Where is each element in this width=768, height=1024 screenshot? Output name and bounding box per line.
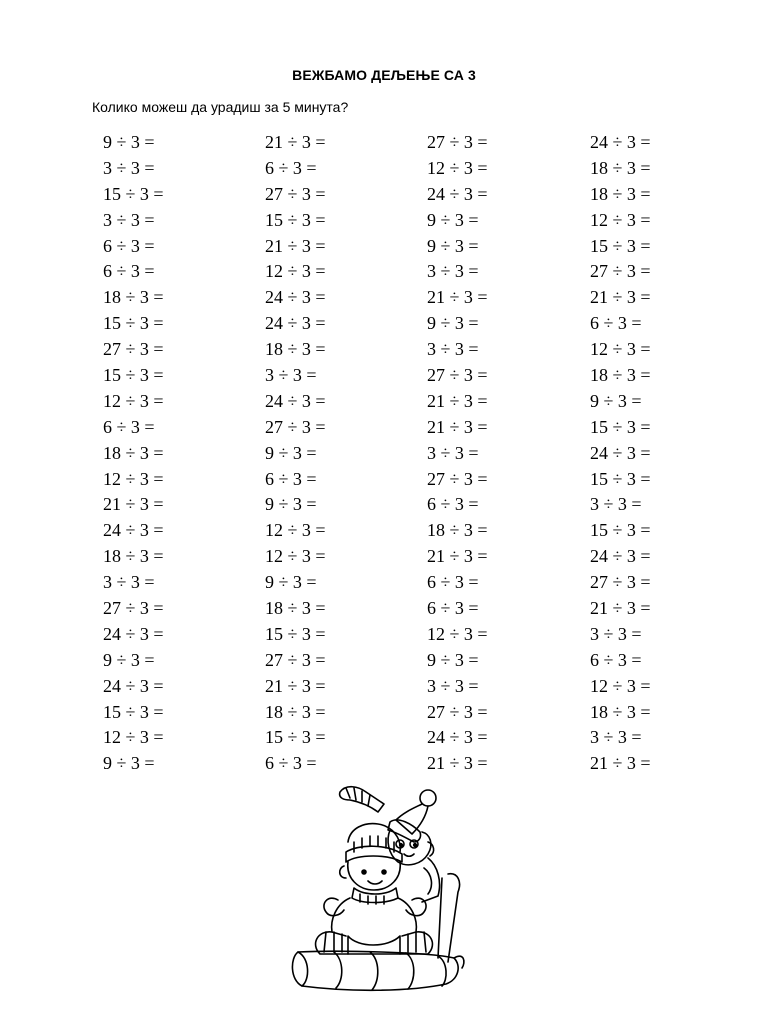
division-problem: 9 ÷ 3 = [265,494,317,515]
division-problem: 24 ÷ 3 = [103,675,164,696]
division-problem: 21 ÷ 3 = [427,546,488,567]
problem-column-2 [265,130,405,777]
division-problem: 12 ÷ 3 = [265,520,326,541]
division-problem: 18 ÷ 3 = [265,701,326,722]
division-problem: 15 ÷ 3 = [590,520,651,541]
division-problem: 12 ÷ 3 = [103,727,164,748]
division-problems-grid [103,130,703,780]
division-problem: 27 ÷ 3 = [590,572,651,593]
division-problem: 27 ÷ 3 = [265,416,326,437]
division-problem: 24 ÷ 3 = [265,287,326,308]
division-problem: 27 ÷ 3 = [427,468,488,489]
division-problem: 21 ÷ 3 = [427,416,488,437]
division-problem: 27 ÷ 3 = [265,183,326,204]
division-problem: 27 ÷ 3 = [427,365,488,386]
division-problem: 21 ÷ 3 = [103,494,164,515]
division-problem: 15 ÷ 3 = [103,313,164,334]
division-problem: 9 ÷ 3 = [265,442,317,463]
division-problem: 6 ÷ 3 = [265,753,317,774]
division-problem: 15 ÷ 3 = [590,235,651,256]
division-problem: 24 ÷ 3 = [590,442,651,463]
division-problem: 3 ÷ 3 = [590,623,642,644]
problem-column-4 [590,130,730,777]
division-problem: 15 ÷ 3 = [590,468,651,489]
division-problem: 21 ÷ 3 = [265,132,326,152]
division-problem: 21 ÷ 3 = [427,753,488,774]
division-problem: 21 ÷ 3 = [265,675,326,696]
division-problem: 27 ÷ 3 = [427,132,488,152]
division-problem: 12 ÷ 3 = [427,157,488,178]
division-problem: 3 ÷ 3 = [427,675,479,696]
division-problem: 12 ÷ 3 = [590,339,651,360]
division-problem: 6 ÷ 3 = [103,416,155,437]
division-problem: 6 ÷ 3 = [427,494,479,515]
division-problem: 18 ÷ 3 = [265,598,326,619]
division-problem: 15 ÷ 3 = [265,727,326,748]
division-problem: 21 ÷ 3 = [590,598,651,619]
division-problem: 12 ÷ 3 = [265,546,326,567]
instructions-text: Колико можеш да урадиш за 5 минута? [92,99,349,115]
division-problem: 6 ÷ 3 = [590,313,642,334]
division-problem: 9 ÷ 3 = [427,313,479,334]
division-problem: 9 ÷ 3 = [103,753,155,774]
division-problem: 15 ÷ 3 = [103,365,164,386]
division-problem: 15 ÷ 3 = [265,623,326,644]
division-problem: 24 ÷ 3 = [590,546,651,567]
division-problem: 18 ÷ 3 = [103,546,164,567]
division-problem: 6 ÷ 3 = [265,468,317,489]
division-problem: 27 ÷ 3 = [103,339,164,360]
problem-column-3 [427,130,567,777]
division-problem: 18 ÷ 3 = [590,157,651,178]
division-problem: 3 ÷ 3 = [103,209,155,230]
division-problem: 27 ÷ 3 = [590,261,651,282]
division-problem: 18 ÷ 3 = [265,339,326,360]
division-problem: 6 ÷ 3 = [103,235,155,256]
division-problem: 15 ÷ 3 = [103,701,164,722]
division-problem: 24 ÷ 3 = [265,390,326,411]
division-problem: 21 ÷ 3 = [427,287,488,308]
division-problem: 27 ÷ 3 = [103,598,164,619]
division-problem: 12 ÷ 3 = [103,390,164,411]
division-problem: 12 ÷ 3 = [590,209,651,230]
division-problem: 6 ÷ 3 = [590,649,642,670]
division-problem: 3 ÷ 3 = [265,365,317,386]
division-problem: 9 ÷ 3 = [427,649,479,670]
division-problem: 3 ÷ 3 = [103,157,155,178]
problem-column-1 [103,130,243,777]
division-problem: 24 ÷ 3 = [427,183,488,204]
division-problem: 3 ÷ 3 = [590,727,642,748]
division-problem: 6 ÷ 3 = [265,157,317,178]
division-problem: 9 ÷ 3 = [427,235,479,256]
division-problem: 3 ÷ 3 = [103,572,155,593]
division-problem: 24 ÷ 3 = [103,520,164,541]
page-title: ВЕЖБАМО ДЕЉЕЊЕ СА 3 [292,67,476,83]
division-problem: 6 ÷ 3 = [427,572,479,593]
division-problem: 3 ÷ 3 = [427,261,479,282]
division-problem: 12 ÷ 3 = [590,675,651,696]
division-problem: 24 ÷ 3 = [265,313,326,334]
division-problem: 12 ÷ 3 = [265,261,326,282]
division-problem: 21 ÷ 3 = [590,753,651,774]
division-problem: 9 ÷ 3 = [590,390,642,411]
division-problem: 27 ÷ 3 = [265,649,326,670]
division-problem: 18 ÷ 3 = [590,365,651,386]
division-problem: 9 ÷ 3 = [427,209,479,230]
division-problem: 15 ÷ 3 = [265,209,326,230]
children-on-sled-illustration [288,782,468,997]
division-problem: 18 ÷ 3 = [427,520,488,541]
division-problem: 6 ÷ 3 = [103,261,155,282]
division-problem: 24 ÷ 3 = [590,132,651,152]
division-problem: 9 ÷ 3 = [103,649,155,670]
division-problem: 18 ÷ 3 = [590,183,651,204]
division-problem: 12 ÷ 3 = [103,468,164,489]
division-problem: 9 ÷ 3 = [103,132,155,152]
division-problem: 18 ÷ 3 = [103,287,164,308]
division-problem: 15 ÷ 3 = [590,416,651,437]
division-problem: 21 ÷ 3 = [265,235,326,256]
division-problem: 9 ÷ 3 = [265,572,317,593]
division-problem: 24 ÷ 3 = [103,623,164,644]
division-problem: 18 ÷ 3 = [590,701,651,722]
division-problem: 3 ÷ 3 = [427,339,479,360]
division-problem: 12 ÷ 3 = [427,623,488,644]
division-problem: 21 ÷ 3 = [590,287,651,308]
division-problem: 3 ÷ 3 = [590,494,642,515]
division-problem: 15 ÷ 3 = [103,183,164,204]
division-problem: 3 ÷ 3 = [427,442,479,463]
division-problem: 24 ÷ 3 = [427,727,488,748]
division-problem: 27 ÷ 3 = [427,701,488,722]
division-problem: 18 ÷ 3 = [103,442,164,463]
division-problem: 21 ÷ 3 = [427,390,488,411]
division-problem: 6 ÷ 3 = [427,598,479,619]
